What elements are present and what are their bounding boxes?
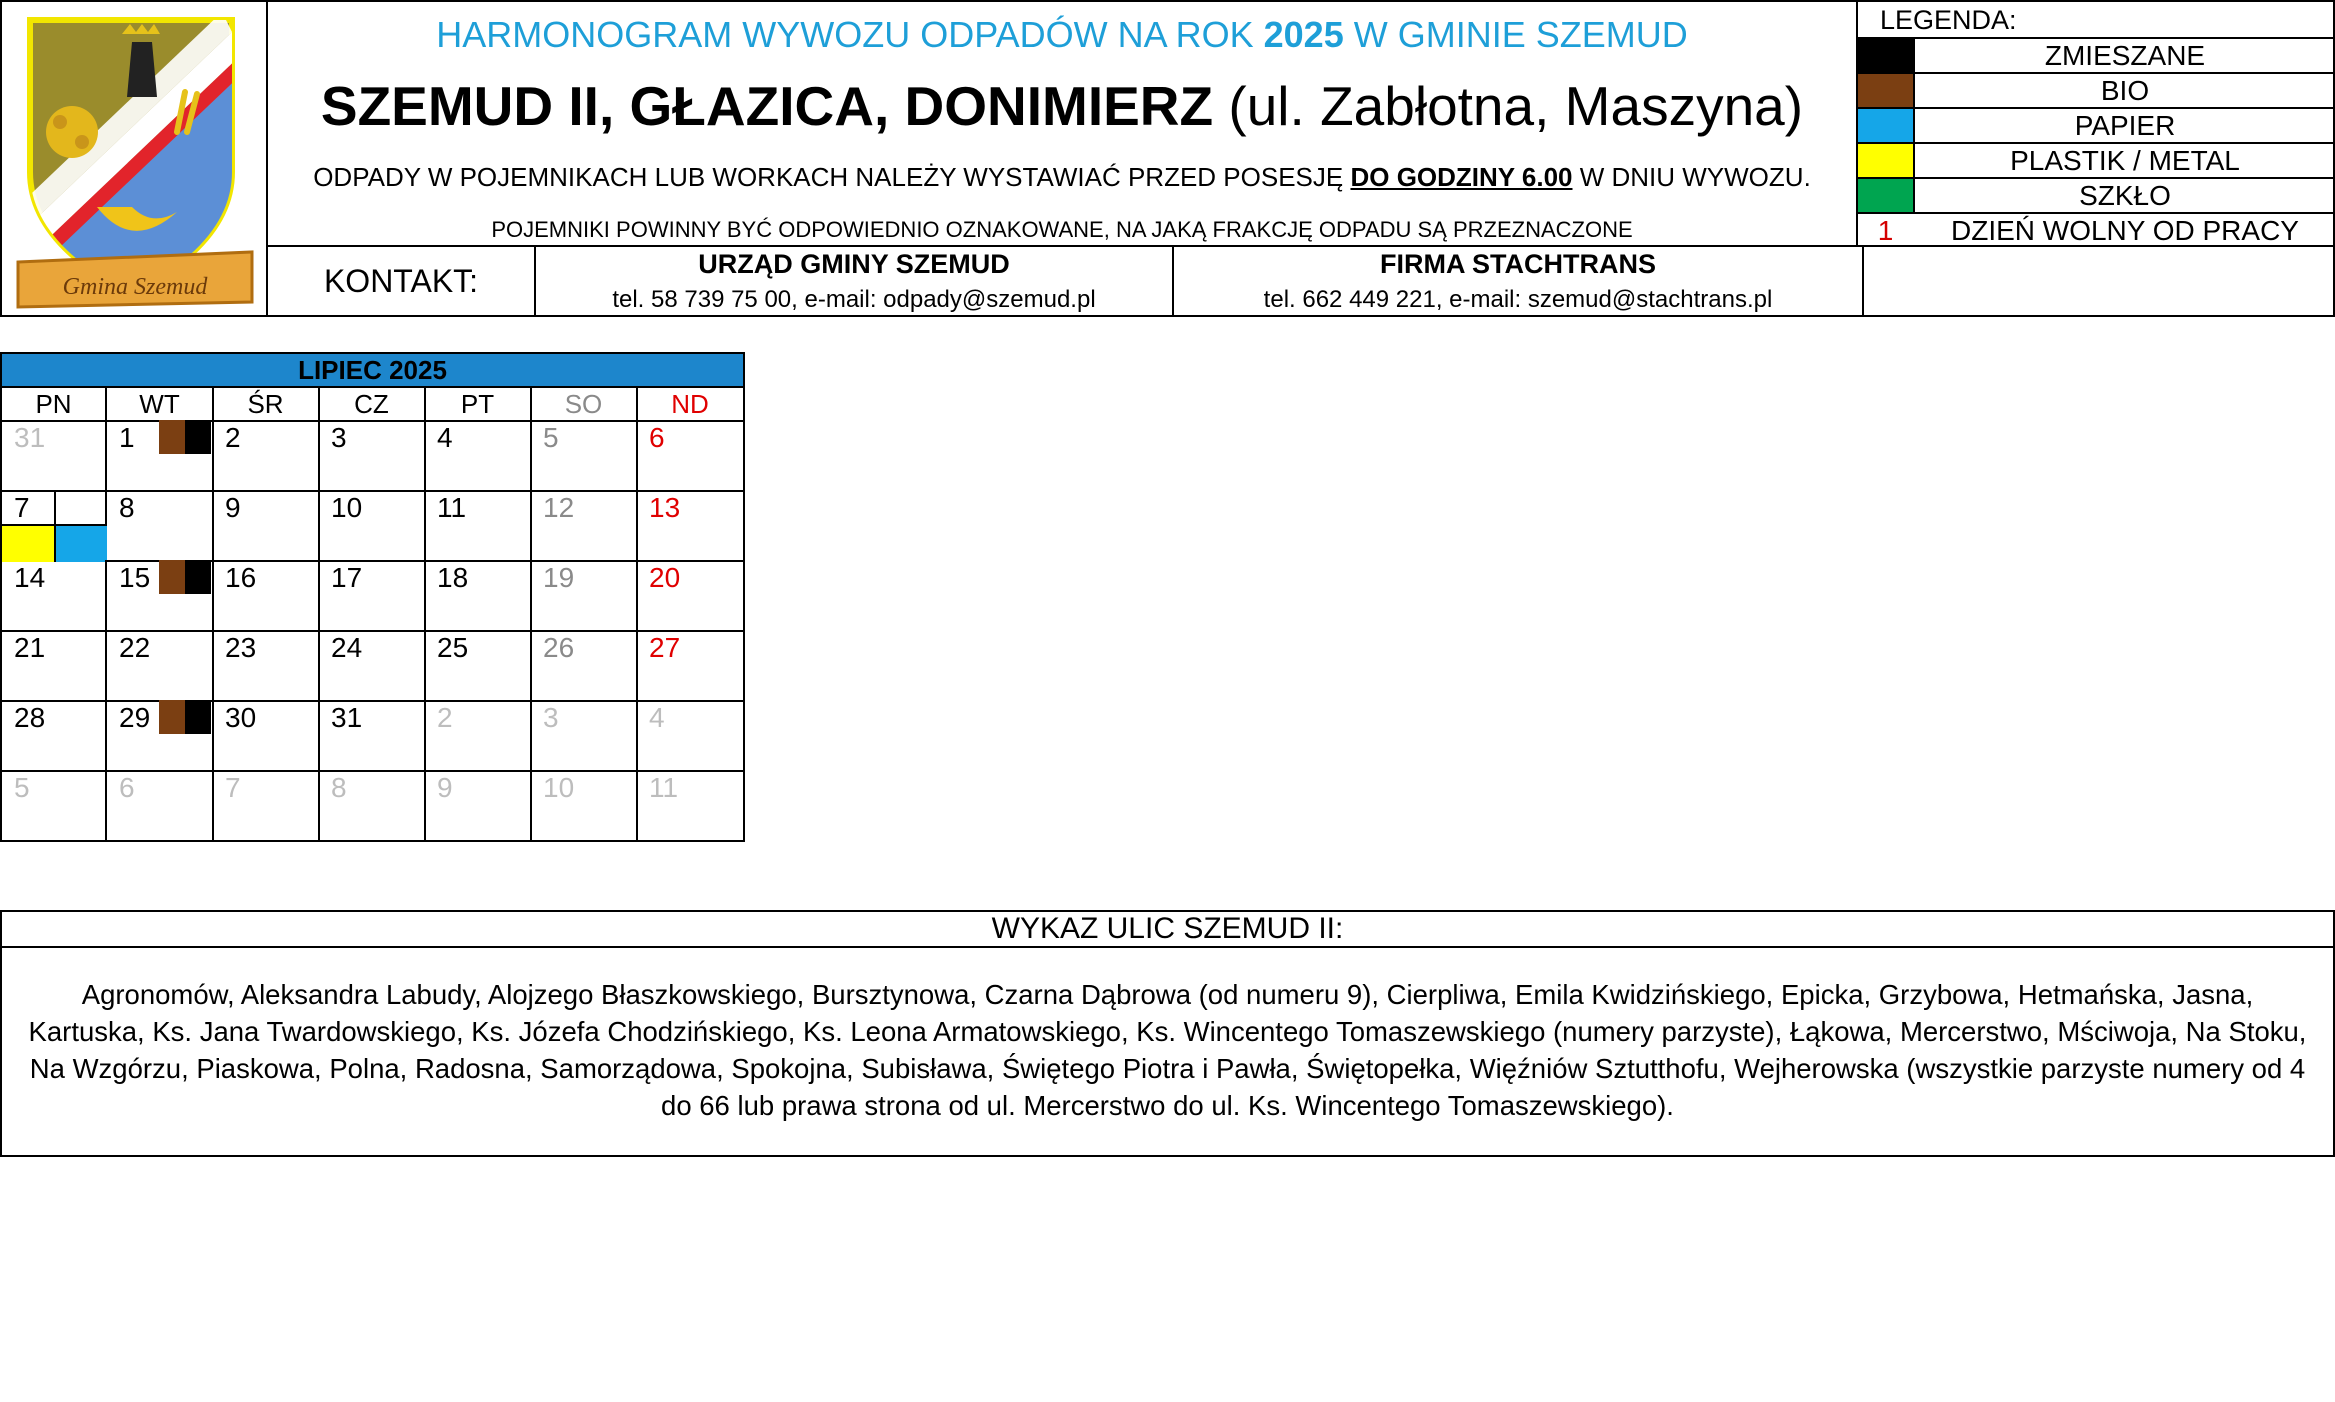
legend-swatch [1858, 39, 1915, 72]
calendar-day: 19 [531, 560, 638, 632]
calendar-day: 3 [531, 700, 638, 772]
calendar-day: 23 [213, 630, 320, 702]
bio-pickup-marker [159, 700, 185, 734]
calendar-day: 21 [0, 630, 107, 702]
legend-item-holiday [1858, 212, 2335, 247]
legend-item-szklo [1858, 177, 2335, 212]
legend-label: BIO [2100, 75, 2150, 106]
calendar-day: 10 [531, 770, 638, 842]
legend-swatch [1858, 109, 1915, 142]
calendar-day: 30 [213, 700, 320, 772]
calendar-day: 8 [107, 490, 214, 562]
legend [1856, 0, 2335, 247]
street-list-text: Agronomów, Aleksandra Labudy, Alojzego Błaszkowskiego, Bursztynowa, Czarna Dąbrowa (od numeru 9), Cierpliwa, Emila Kwidzińskiego, Epicka, Grzybowa, Hetmańska, Jasna, Kartuska, Ks. Jana Twardowskiego, Ks. Józefa Chodzińskiego, Ks. Leona Armatowskiego, Ks. Wincentego Tomaszewskiego (numery parzyste), Łąkowa, Mercerstwo, Mściwoja, Na Stoku, Na Wzgórzu, Piaskowa, Polna, Radosna, Samorządowa, Spokojna, Subisława, Świętego Piotra i Pawła, Świętopełka, Więźniów Sztutthofu, Wejherowska (wszystkie parzyste numery od 4 do 66 lub prawa strona od ul. Mercerstwo do ul. Ks. Wincentego Tomaszewskiego). [28, 979, 2307, 1121]
contact-firm [1174, 247, 1864, 315]
legend-item-bio [1858, 72, 2335, 107]
calendar-day: 9 [213, 490, 320, 562]
day-header: ND [637, 386, 745, 422]
calendar-day: 31 [319, 700, 426, 772]
calendar-day: 6 [637, 420, 745, 492]
calendar-day: 27 [637, 630, 745, 702]
legend-label: PLASTIK / METAL [2010, 145, 2240, 176]
area-title: SZEMUD II, GŁAZICA, DONIMIERZ (ul. Zabłotna, Maszyna) [320, 75, 1804, 137]
calendar-day: 29 [107, 700, 214, 772]
calendar-day: 10 [319, 490, 426, 562]
day-header: PT [425, 386, 532, 422]
calendar-day: 5 [0, 770, 107, 842]
calendar-day: 14 [0, 560, 107, 632]
legend-swatch [1858, 144, 1915, 177]
calendar-day: 1 [107, 420, 214, 492]
legend-item-plastik-metal [1858, 142, 2335, 177]
calendar-day: 31 [0, 420, 107, 492]
calendar-day: 28 [0, 700, 107, 772]
firm-info: tel. 662 449 221, e-mail: szemud@stachtrans.pl [1263, 286, 1773, 313]
legend-item-zmieszane [1858, 37, 2335, 72]
calendar-day: 16 [213, 560, 320, 632]
pickup-time-note: ODPADY W POJEMNIKACH LUB WORKACH NALEŻY WYSTAWIAĆ PRZED POSESJĘ DO GODZINY 6.00 W DNIU WYWOZU. [313, 162, 1811, 192]
legend-label: DZIEŃ WOLNY OD PRACY [1951, 215, 2299, 246]
legend-title: LEGENDA: [1880, 5, 2017, 35]
calendar-day: 13 [637, 490, 745, 562]
calendar-day: 25 [425, 630, 532, 702]
mixed-pickup-marker [185, 700, 211, 734]
day-header: ŚR [213, 386, 320, 422]
gmina-szemud-crest-logo [2, 2, 268, 317]
calendar-day: 7 [213, 770, 320, 842]
office-info: tel. 58 739 75 00, e-mail: odpady@szemud.pl [612, 286, 1096, 313]
legend-item-papier [1858, 107, 2335, 142]
paper-pickup-marker [56, 524, 107, 562]
calendar-day: 24 [319, 630, 426, 702]
holiday-number: 1 [1877, 215, 1894, 246]
office-name: URZĄD GMINY SZEMUD [698, 249, 1010, 279]
legend-swatch [1858, 74, 1915, 107]
legend-label: ZMIESZANE [2044, 40, 2206, 71]
labeling-note: POJEMNIKI POWINNY BYĆ ODPOWIEDNIO OZNAKOWANE, NA JAKĄ FRAKCJĘ ODPADU SĄ PRZEZNACZONE [491, 217, 1633, 242]
day-header: PN [0, 386, 107, 422]
calendar-day: 22 [107, 630, 214, 702]
calendar-day: 7 [0, 490, 107, 562]
mixed-pickup-marker [185, 560, 211, 594]
calendar-month-title: LIPIEC 2025 [0, 352, 745, 388]
calendar-day: 12 [531, 490, 638, 562]
day-header: WT [107, 386, 214, 422]
calendar-day: 8 [319, 770, 426, 842]
firm-name: FIRMA STACHTRANS [1380, 249, 1656, 279]
calendar-day: 6 [107, 770, 214, 842]
schedule-title: HARMONOGRAM WYWOZU ODPADÓW NA ROK 2025 W GMINIE SZEMUD [436, 14, 1688, 55]
title-cell [266, 0, 1858, 247]
calendar-day: 18 [425, 560, 532, 632]
legend-label: SZKŁO [2079, 180, 2171, 211]
day-header: CZ [319, 386, 426, 422]
crest-motto-text: Gmina Szemud [62, 274, 208, 300]
calendar-day: 4 [425, 420, 532, 492]
calendar-day: 26 [531, 630, 638, 702]
legend-label: PAPIER [2074, 110, 2176, 141]
contact-row [266, 245, 2335, 317]
calendar-day: 3 [319, 420, 426, 492]
calendar-day: 9 [425, 770, 532, 842]
bio-pickup-marker [159, 560, 185, 594]
street-list [0, 910, 2335, 1157]
calendar-day: 11 [637, 770, 745, 842]
calendar-day: 17 [319, 560, 426, 632]
mixed-pickup-marker [185, 420, 211, 454]
plastic-pickup-marker [2, 524, 56, 562]
calendar-day: 11 [425, 490, 532, 562]
calendar-day: 4 [637, 700, 745, 772]
calendar-day: 5 [531, 420, 638, 492]
bio-pickup-marker [159, 420, 185, 454]
day-header: SO [531, 386, 638, 422]
contact-label: KONTAKT: [268, 247, 536, 315]
calendar-day: 2 [213, 420, 320, 492]
calendar-day: 15 [107, 560, 214, 632]
street-list-heading: WYKAZ ULIC SZEMUD II: [2, 912, 2333, 948]
calendar-day: 2 [425, 700, 532, 772]
cell-divider [54, 490, 56, 526]
legend-swatch [1858, 179, 1915, 212]
calendar-day: 20 [637, 560, 745, 632]
crest-cell [0, 0, 268, 317]
contact-office [536, 247, 1174, 315]
